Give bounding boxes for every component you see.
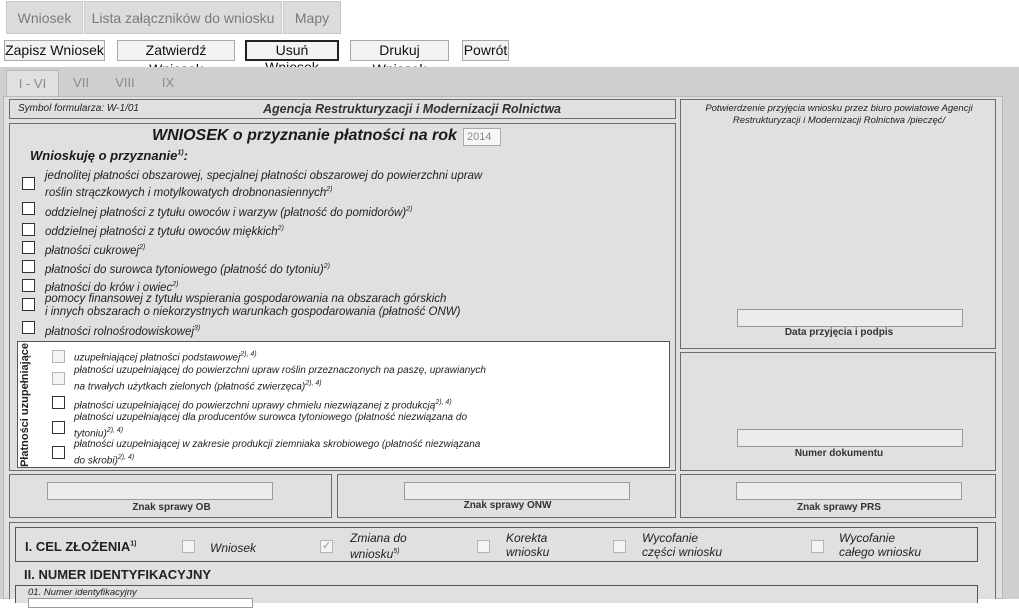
purpose-label-zmiana <box>350 531 407 561</box>
purpose-label-wycofanie-czesci-line2: części wniosku <box>642 545 723 559</box>
date-label: Data przyjęcia i podpis <box>784 327 894 338</box>
option-label-3 <box>45 241 145 258</box>
print-button[interactable]: Drukuj <box>350 40 449 61</box>
form-subtitle <box>30 148 188 163</box>
purpose-checkbox-wniosek[interactable] <box>182 540 195 553</box>
supp-label-3-sup: 2), 4) <box>106 427 124 434</box>
purpose-label-korekta-line2: wniosku <box>506 545 550 559</box>
option-label-4 <box>45 260 330 277</box>
option-label-7-line1: płatności rolnośrodowiskowej <box>45 325 194 338</box>
form-subtitle-suffix: : <box>183 148 188 163</box>
application-box <box>9 123 676 471</box>
supp-checkbox-0[interactable] <box>52 350 65 363</box>
form-subtitle-sup: 1) <box>177 149 184 157</box>
supp-label-1-line2: na trwałych użytkach zielonych (płatność zwierzęca) <box>74 381 306 393</box>
purpose-title <box>25 539 136 554</box>
option-checkbox-0[interactable] <box>22 177 35 190</box>
nav-tab-attachments[interactable]: Lista załączników do wniosku <box>84 1 282 34</box>
option-label-6-line2: i innych obszarach o niekorzystnych warunkach gospodarowania (płatność ONW) <box>45 306 461 318</box>
case-onw-field[interactable] <box>404 482 630 500</box>
document-number-label: Numer dokumentu <box>794 448 884 459</box>
form-title: WNIOSEK o przyznanie płatności na rok <box>152 127 457 144</box>
option-label-3-line1: płatności cukrowej <box>45 244 139 257</box>
id-section-title: II. NUMER IDENTYFIKACYJNY <box>24 567 212 582</box>
option-label-6-line1: pomocy finansowej z tytułu wspierania gospodarowania na obszarach górskich <box>45 293 447 305</box>
supp-label-3-line1: płatności uzupełniającej dla producentów surowca tytoniowego (płatność niezwiązana do <box>74 412 468 423</box>
option-label-0-line2: roślin strączkowych i motylkowatych drobnonasiennych <box>45 186 327 199</box>
case-ob-label: Znak sprawy OB <box>132 502 211 513</box>
document-number-field[interactable] <box>737 429 963 447</box>
year-field[interactable]: 2014 <box>463 128 501 146</box>
supp-label-2-line1: płatności uzupełniającej do powierzchni uprawy chmielu niezwiązanej z produkcją <box>74 400 436 412</box>
option-label-5-sup: 2) <box>172 281 179 288</box>
nav-tab-maps[interactable]: Mapy <box>283 1 341 34</box>
case-ob-field[interactable] <box>47 482 273 500</box>
purpose-checkbox-zmiana[interactable]: ✓ <box>321 540 332 552</box>
purpose-checkbox-wycofanie-czesci[interactable] <box>613 540 626 553</box>
option-checkbox-5[interactable] <box>22 279 35 292</box>
case-onw-label: Znak sprawy ONW <box>463 500 552 511</box>
option-label-2-sup: 2) <box>277 225 284 232</box>
option-checkbox-4[interactable] <box>22 260 35 273</box>
option-label-4-line1: płatności do surowca tytoniowego (płatność do tytoniu) <box>45 263 324 276</box>
delete-button[interactable]: Usuń <box>245 40 339 61</box>
purpose-title-text: I. CEL ZŁOŻENIA <box>25 539 131 554</box>
date-field[interactable] <box>737 309 963 327</box>
supp-checkbox-1[interactable] <box>52 372 65 385</box>
id-field-label: 01. Numer identyfikacyjny <box>28 587 137 598</box>
option-label-5-line1: płatności do krów i owiec <box>45 281 173 294</box>
supp-label-1 <box>74 364 486 393</box>
back-button[interactable]: Powrót <box>462 40 509 61</box>
purpose-label-zmiana-line1: Zmiana do <box>350 531 407 545</box>
sections-box <box>9 522 996 599</box>
purpose-label-wycofanie-czesci-line1: Wycofanie <box>642 531 699 545</box>
supp-checkbox-2[interactable] <box>52 396 65 409</box>
supp-label-0 <box>74 348 257 364</box>
form-header <box>9 99 676 119</box>
agency-name: Agencja Restrukturyzacji i Modernizacji Rolnictwa <box>263 102 561 116</box>
section-tab-viii[interactable]: VIII <box>115 75 135 90</box>
case-onw-box <box>337 474 676 518</box>
option-label-1-sup: 2) <box>406 206 413 213</box>
option-checkbox-7[interactable] <box>22 321 35 334</box>
document-number-box <box>680 352 996 471</box>
supp-label-3 <box>74 411 467 440</box>
purpose-label-wycofanie-calego-line1: Wycofanie <box>839 531 896 545</box>
supp-label-4-sup: 2), 4) <box>117 454 135 461</box>
supp-label-1-sup: 2), 4) <box>305 380 322 387</box>
option-checkbox-2[interactable] <box>22 223 35 236</box>
option-label-3-sup: 2) <box>138 244 146 251</box>
confirmation-text: Potwierdzenie przyjęcia wniosku przez biuro powiatowe Agencji Restrukturyzacji i Modernizacji Rolnictwa /pieczęć/ <box>705 103 973 126</box>
purpose-label-wycofanie-czesci <box>642 531 722 559</box>
form-symbol: Symbol formularza: W-1/01 <box>18 103 139 114</box>
supp-checkbox-4[interactable] <box>52 446 65 459</box>
purpose-label-korekta <box>506 531 549 559</box>
purpose-checkbox-wycofanie-calego[interactable] <box>811 540 824 553</box>
option-checkbox-3[interactable] <box>22 241 35 254</box>
option-checkbox-1[interactable] <box>22 202 35 215</box>
option-label-0-sup: 2) <box>326 186 333 193</box>
approve-button[interactable]: Zatwierdź <box>117 40 235 61</box>
purpose-label-wycofanie-calego-line2: całego wniosku <box>839 545 922 559</box>
save-button[interactable]: Zapisz Wniosek <box>4 40 105 61</box>
option-label-1 <box>45 203 412 220</box>
supp-label-2 <box>74 396 452 412</box>
option-label-0 <box>45 170 482 200</box>
purpose-label-wycofanie-calego <box>839 531 921 559</box>
section-tab-i-vi[interactable]: I - VI <box>6 70 59 96</box>
option-label-6 <box>45 293 460 319</box>
supp-label-0-sup: 2), 4) <box>240 351 257 358</box>
supp-label-1-line1: płatności uzupełniającej do powierzchni upraw roślin przeznaczonych na paszę, uprawianych <box>74 365 486 376</box>
supp-checkbox-3[interactable] <box>52 421 65 434</box>
id-input[interactable] <box>28 598 253 608</box>
supplementary-box <box>17 341 670 468</box>
option-label-1-line1: oddzielnej płatności z tytułu owoców i warzyw (płatność do pomidorów) <box>45 206 407 219</box>
case-prs-label: Znak sprawy PRS <box>797 502 881 513</box>
purpose-checkbox-korekta[interactable] <box>477 540 490 553</box>
supp-label-3-line2: tytoniu) <box>74 428 107 440</box>
purpose-label-wniosek: Wniosek <box>210 541 257 555</box>
id-section-box <box>15 585 978 603</box>
purpose-label-zmiana-line2: wniosku <box>350 547 394 561</box>
purpose-label-zmiana-sup: 5) <box>393 548 400 555</box>
purpose-row <box>15 527 978 562</box>
purpose-label-korekta-line1: Korekta <box>506 531 548 545</box>
supp-label-2-sup: 2), 4) <box>435 399 452 406</box>
option-label-7-sup: 3) <box>193 325 201 332</box>
option-label-2 <box>45 222 284 239</box>
option-label-4-sup: 2) <box>323 263 330 270</box>
supp-label-4-line2: do skrobi) <box>74 455 118 467</box>
supp-label-4-line1: płatności uzupełniającej w zakresie produkcji ziemniaka skrobiowego (płatność niezwiązana <box>74 439 481 450</box>
section-tab-vii[interactable]: VII <box>73 75 89 90</box>
option-label-2-line1: oddzielnej płatności z tytułu owoców miękkich <box>45 225 278 238</box>
purpose-title-sup: 1) <box>130 540 137 548</box>
form-subtitle-text: Wnioskuję o przyznanie <box>30 148 178 163</box>
supplementary-label: Płatności uzupełniające <box>19 342 31 468</box>
confirmation-box <box>680 99 996 349</box>
case-prs-field[interactable] <box>736 482 962 500</box>
supp-label-0-line1: uzupełniającej płatności podstawowej <box>74 352 241 364</box>
supp-label-4 <box>74 438 480 467</box>
case-ob-box <box>9 474 332 518</box>
option-label-7 <box>45 322 200 339</box>
option-label-0-line1: jednolitej płatności obszarowej, specjalnej płatności obszarowej do powierzchni upraw <box>45 170 483 182</box>
nav-tab-wniosek[interactable]: Wniosek <box>6 1 83 34</box>
option-checkbox-6[interactable] <box>22 298 35 311</box>
case-prs-box <box>680 474 996 518</box>
section-tab-ix[interactable]: IX <box>161 75 175 90</box>
